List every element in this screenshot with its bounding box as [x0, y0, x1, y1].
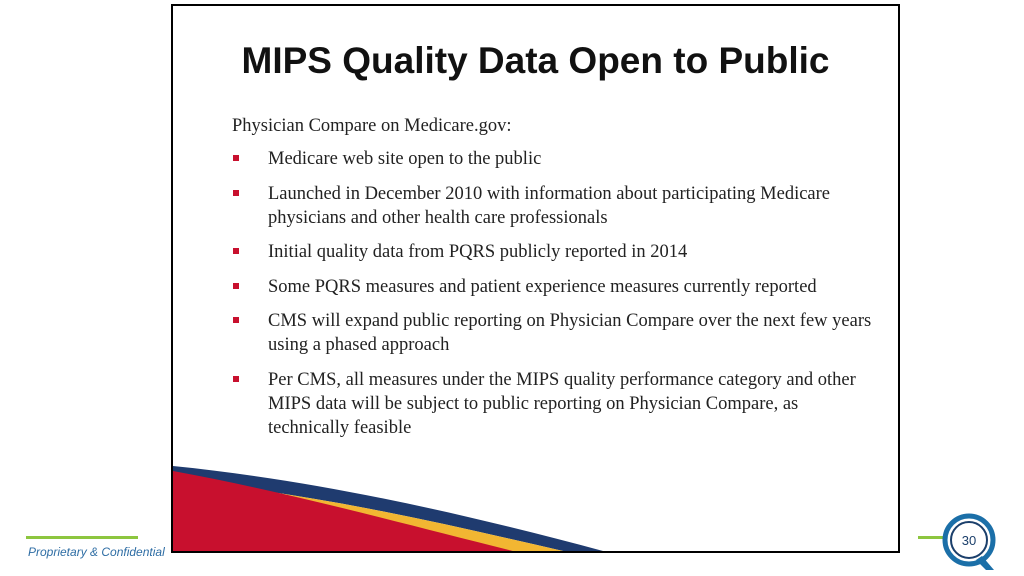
bullet-list [232, 147, 882, 450]
decorative-swoosh [173, 461, 898, 551]
bullet-square-icon [233, 317, 239, 323]
slide-intro: Physician Compare on Medicare.gov: [232, 116, 512, 136]
bullet-text: Per CMS, all measures under the MIPS quality performance category and other MIPS data will be subject to public reporting on Physician Compare, as technically feasible [268, 369, 856, 438]
swoosh-red-band [173, 471, 513, 551]
bullet-square-icon [233, 190, 239, 196]
bullet-square-icon [233, 376, 239, 382]
bullet-item [232, 147, 882, 171]
footer-confidential-text: Proprietary & Confidential [28, 545, 165, 559]
bullet-item [232, 182, 882, 230]
bullet-square-icon [233, 283, 239, 289]
bullet-text: CMS will expand public reporting on Physician Compare over the next few years using a phased approach [268, 311, 872, 355]
page-number: 30 [961, 533, 977, 548]
bullet-item [232, 368, 882, 440]
bullet-item [232, 309, 882, 357]
bullet-text: Some PQRS measures and patient experience measures currently reported [268, 276, 817, 297]
bullet-text: Launched in December 2010 with information about participating Medicare physicians and other health care professionals [268, 183, 831, 228]
bullet-text: Medicare web site open to the public [268, 149, 542, 169]
bullet-square-icon [233, 155, 239, 161]
bullet-square-icon [233, 248, 239, 254]
bullet-text: Initial quality data from PQRS publicly reported in 2014 [268, 242, 688, 262]
footer-divider-left [26, 536, 138, 539]
slide-title: MIPS Quality Data Open to Public [241, 40, 830, 81]
bullet-item [232, 275, 882, 299]
bullet-item [232, 240, 882, 264]
slide-frame [171, 4, 900, 553]
